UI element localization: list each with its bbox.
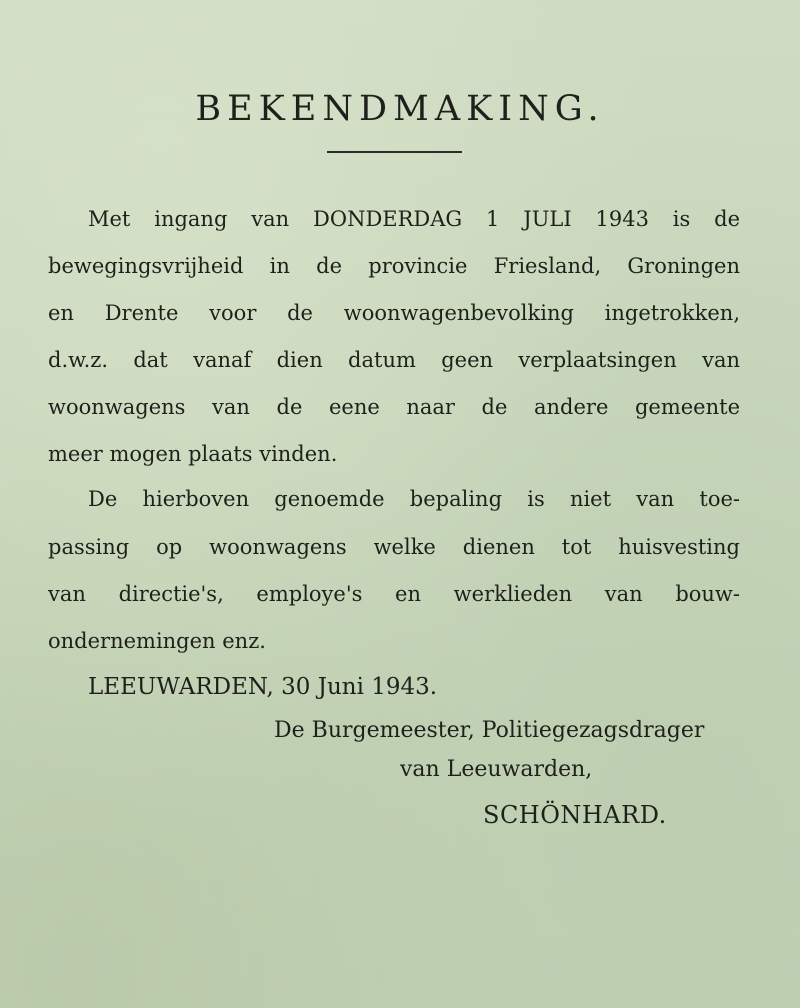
paragraph1-line-2: bewegingsvrijheid in de provincie Friesland, Groningen [48,254,740,278]
signature-town-line: van Leeuwarden, [400,757,593,782]
place-date-line: LEEUWARDEN, 30 Juni 1943. [88,674,438,700]
paragraph1-line-1: Met ingang van DONDERDAG 1 JULI 1943 is de [88,207,740,231]
paragraph2-line-3: van directie's, employe's en werklieden van bouw- [48,582,740,606]
paragraph1-line-5: woonwagens van de eene naar de andere gemeente [48,395,740,419]
paragraph2-line-1: De hierboven genoemde bepaling is niet van toe- [88,487,740,511]
signature-name: SCHÖNHARD. [483,801,667,829]
title-underline-rule [327,151,462,153]
paragraph2-line-4: ondernemingen enz. [48,629,266,653]
signature-title-line: De Burgemeester, Politiegezagsdrager [274,718,705,743]
paragraph1-line-6: meer mogen plaats vinden. [48,442,338,466]
paragraph1-line-4: d.w.z. dat vanaf dien datum geen verplaatsingen van [48,348,740,372]
paragraph2-line-2: passing op woonwagens welke dienen tot huisvesting [48,535,740,559]
paragraph1-line-3: en Drente voor de woonwagenbevolking ingetrokken, [48,301,740,325]
document-title: BEKENDMAKING. [195,89,605,129]
